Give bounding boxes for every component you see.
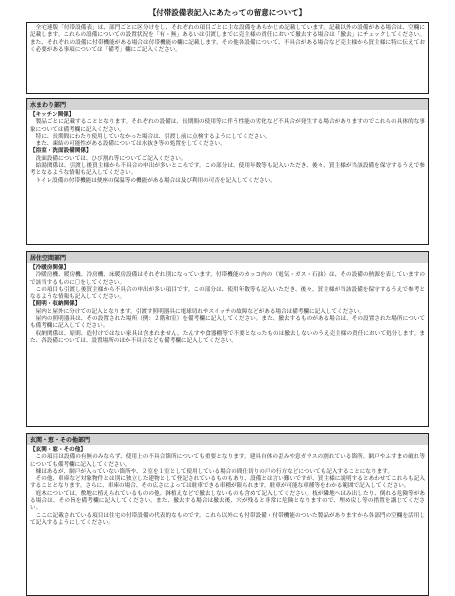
paragraph: 冷暖房機、暖房機、冷房機、床暖房設備はそれぞれ別になっています。付帯機能のカッコ内の（電気・ガス・石油）は、その設備の熱源を表していますので該当するものに〇をしてください。 xyxy=(30,272,425,286)
paragraph: 給湯関係は、引渡し後買主様から不具合の申出が多いところです。この部分は、使用年数等も記入いただき、後々、買主様が当該設備を保守するうえで参考となるような情報も記入してください。 xyxy=(30,163,425,177)
subheading: 【照明・収納関係】 xyxy=(30,301,81,308)
subheading: 【冷暖房関係】 xyxy=(30,265,70,271)
section-water xyxy=(26,98,429,245)
paragraph: 洗面設備については、ひび割れ等についてご記入ください。 xyxy=(35,155,187,162)
section-living xyxy=(26,251,429,427)
intro-box xyxy=(26,22,429,94)
paragraph: この項目は設備の有無のみならず、使用上の不具合箇所についても重要となります。建具自体の歪みや窓ガラスの割れている箇所、網戸やふすまの破れ等についても備考欄に記入してください。 xyxy=(30,454,425,468)
paragraph: 屋内の照明器具は、その設置された場所（例：２階和室）を備考欄に記入してください。また、撤去するものがある場合は、その設置された場所についても備考欄に記入してください。 xyxy=(30,316,425,330)
paragraph: 特に、長期間にわたり使用していなかった場合は、引渡し前に点検するようにしてください。 xyxy=(35,133,271,140)
paragraph: ここに記載されている項目は住宅の付帯設備の代表的なものです。これら以外にも付帯設備・付帯機能のついた製品がありますから各部門の空欄を活用して記入するようにしてください。 xyxy=(30,512,425,526)
paragraph: 収納関係は、原則、造付けではない家具は含まれません。たんすや食器棚等で不要となったものは撤去しないのうえ売主様の責任において処分します。また、各設備については、設置場所のほか不具合なども備考欄に記入してください。 xyxy=(30,330,425,344)
section-entrance xyxy=(26,433,429,596)
paragraph: 庭木については、敷地に植えられているものの他、鉢植えなどで撤去しないものも含めて記入してください。枝が隣地へはみ出したり、倒れる危険等がある場合は、その旨を備考欄に記入してください。また、撤去する場合は撤去後、穴が残ると非常に危険となりますので、埋め戻し等の措置を講じてください。 xyxy=(30,490,425,512)
paragraph: その他、車庫など対象物件とは別に独立した建物として登記されているものもあり、設備とは言い難いですが、買主様に説明するとあわせてこれらも記入することとなります。さらに、車庫の場合、その広さによっては駐車できる車種が限られます。駐車が可能な車種等をわかる範囲で記入してください。 xyxy=(30,476,425,490)
paragraph: また、凍結の可能性がある設備については水抜き等の処置をしてください。 xyxy=(35,141,226,148)
document-title: 【付帯設備表記入にあたっての留意について】 xyxy=(148,8,307,17)
paragraph: トイレ設備の付帯機能は便座の保温等の機能がある場合は及び利用の可否を記入してください。 xyxy=(35,177,276,184)
subheading: 【玄関・窓・その他】 xyxy=(30,447,86,453)
paragraph: この項目も引渡し後買主様から不具合の申出が多い項目です。この部分は、使用年数等も記入いただき、後々、買主様が当該設備を保守するうえで参考となるような情報も記入してください。 xyxy=(30,286,425,301)
paragraph: 製品ごとに記載することとなります。それぞれの設備は、長期間の使用等に伴う性能の劣化など不具合が発生する場合がありますのでこれらの具体的な事象については備考欄に記入ください。 xyxy=(30,119,425,133)
section-heading: 居住空間部門 xyxy=(27,252,428,263)
paragraph: 屋内と屋外に分けての記入となります。引渡す照明器具に電球切れやスイッチの故障などがある場合は備考欄に記入してください。 xyxy=(35,308,365,315)
intro-paragraph: 全宅連版「付帯設備表」は、部門ごとに区分けをし、それぞれの項目ごとに主な設備をあらかじめ記載しています。記載以外の設備がある場合は、空欄に記載します。これらの設備についての設置状況を「有・無」あるいは引渡しまでに売主様の責任において撤去する場合は「撤去」にチェックしてください。また、それぞれの設備に付帯機能がある場合は付帯機能の欄に記載します。その他各設備について、不具合がある場合など売主様から買主様に特に伝えておく必要がある事項については「備考」欄にご記入ください。 xyxy=(30,25,425,53)
section-heading: 水まわり部門 xyxy=(27,99,428,110)
document-page xyxy=(26,7,429,596)
section-heading: 玄関・窓・その他部門 xyxy=(27,434,428,445)
subheading: 【浴室・洗面設備関係】 xyxy=(30,148,92,155)
paragraph: 煉はあるが、網戸が入っていない箇所や、２室を１室として使用している場合の間仕切りの戸の行方などについても記入することになります。 xyxy=(35,468,393,475)
subheading: 【キッチン関係】 xyxy=(30,112,75,118)
